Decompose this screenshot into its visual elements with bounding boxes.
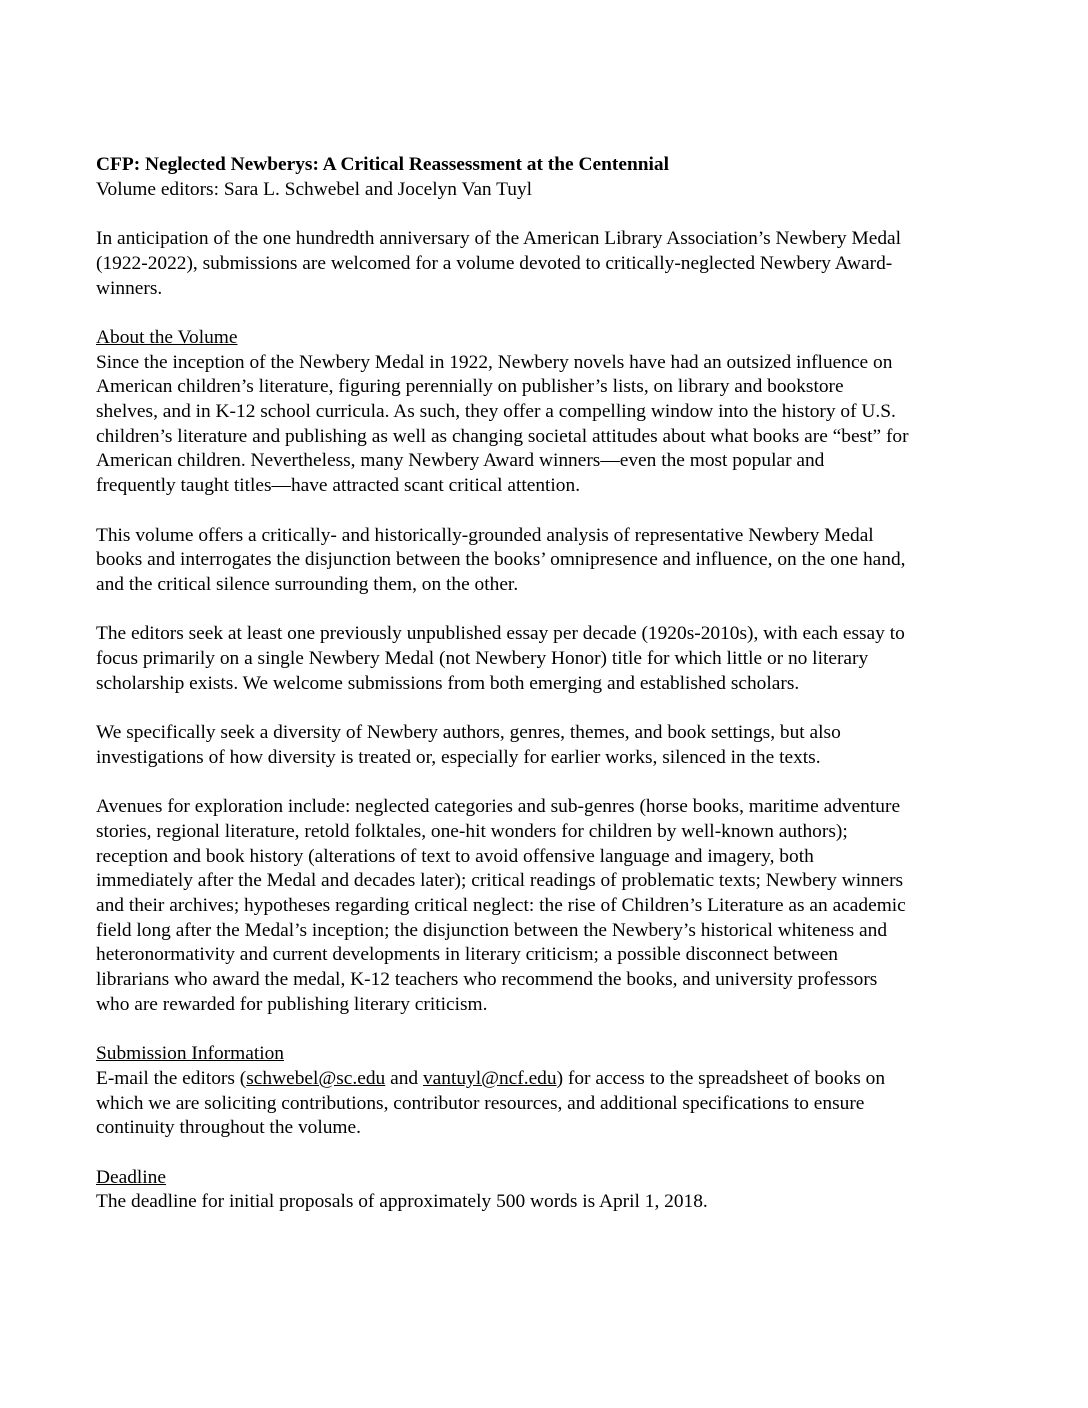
spacer bbox=[96, 301, 996, 326]
paragraph-line: Avenues for exploration include: neglected categories and sub-genres (horse books, maritime adventure bbox=[96, 796, 901, 818]
paragraph-line: librarians who award the medal, K-12 teachers who recommend the books, and university professors bbox=[96, 969, 878, 991]
intro-paragraph bbox=[96, 227, 996, 301]
document-page bbox=[96, 153, 996, 1215]
paragraph-line: The editors seek at least one previously unpublished essay per decade (1920s-2010s), with each essay to bbox=[96, 623, 905, 645]
submission-line-1 bbox=[96, 1067, 996, 1092]
paragraph-line: reception and book history (alterations of text to avoid offensive language and imagery, both bbox=[96, 845, 814, 867]
deadline-text: The deadline for initial proposals of approximately 500 words is April 1, 2018. bbox=[96, 1191, 708, 1213]
paragraph-line: who are rewarded for publishing literary criticism. bbox=[96, 993, 488, 1015]
email-link-schwebel[interactable]: schwebel@sc.edu bbox=[246, 1067, 386, 1089]
about-paragraph-3 bbox=[96, 622, 996, 696]
about-paragraph-1 bbox=[96, 351, 996, 499]
paragraph-line: and their archives; hypotheses regarding critical neglect: the rise of Children’s Literature as an academic bbox=[96, 895, 906, 916]
about-paragraph-5 bbox=[96, 795, 996, 1017]
spacer bbox=[96, 598, 996, 623]
paragraph-line: immediately after the Medal and decades later); critical readings of problematic texts; Newbery winners bbox=[96, 870, 904, 892]
paragraph-line: This volume offers a critically- and historically-grounded analysis of representative Newbery Medal bbox=[96, 524, 874, 546]
paragraph-line: investigations of how diversity is treated or, especially for earlier works, silenced in the texts. bbox=[96, 746, 821, 768]
paragraph-line: frequently taught titles—have attracted scant critical attention. bbox=[96, 475, 581, 497]
intro-line: In anticipation of the one hundredth anniversary of the American Library Association’s Newbery Medal bbox=[96, 228, 902, 250]
spacer bbox=[96, 771, 996, 796]
paragraph-line: heteronormativity and current developments in literary criticism; a possible disconnect between bbox=[96, 944, 838, 966]
spacer bbox=[96, 696, 996, 721]
email-link-vantuyl[interactable]: vantuyl@ncf.edu bbox=[422, 1067, 557, 1089]
intro-line: (1922-2022), submissions are welcomed for a volume devoted to critically-neglected Newbery Award- bbox=[96, 252, 893, 274]
paragraph-line: books and interrogates the disjunction between the books’ omnipresence and influence, on the one hand, bbox=[96, 549, 906, 571]
text-fragment: E-mail the editors ( bbox=[96, 1067, 247, 1089]
submission-heading: Submission Information bbox=[96, 1043, 284, 1065]
intro-line: winners. bbox=[96, 277, 163, 299]
spacer bbox=[96, 1018, 996, 1043]
paragraph-line: which we are soliciting contributions, contributor resources, and additional specifications to ensure bbox=[96, 1092, 865, 1114]
volume-editors: Volume editors: Sara L. Schwebel and Jocelyn Van Tuyl bbox=[96, 178, 533, 200]
about-heading: About the Volume bbox=[96, 326, 238, 348]
paragraph-line: continuity throughout the volume. bbox=[96, 1117, 361, 1139]
paragraph-line: field long after the Medal’s inception; the disjunction between the Newbery’s historical whiteness and bbox=[96, 919, 888, 941]
paragraph-line: children’s literature and publishing as well as changing societal attitudes about what books are “best” for bbox=[96, 425, 909, 447]
about-paragraph-2 bbox=[96, 524, 996, 598]
document-title: CFP: Neglected Newberys: A Critical Reassessment at the Centennial bbox=[96, 154, 669, 175]
deadline-heading: Deadline bbox=[96, 1166, 166, 1188]
paragraph-line: We specifically seek a diversity of Newbery authors, genres, themes, and book settings, but also bbox=[96, 722, 841, 744]
paragraph-line: stories, regional literature, retold folktales, one-hit wonders for children by well-known authors); bbox=[96, 820, 848, 842]
paragraph-line: scholarship exists. We welcome submissions from both emerging and established scholars. bbox=[96, 672, 800, 694]
paragraph-line: Since the inception of the Newbery Medal in 1922, Newbery novels have had an outsized influence on bbox=[96, 351, 893, 373]
paragraph-line: shelves, and in K-12 school curricula. As such, they offer a compelling window into the history of U.S. bbox=[96, 401, 896, 422]
spacer bbox=[96, 202, 996, 227]
paragraph-line: and the critical silence surrounding them, on the other. bbox=[96, 573, 519, 595]
spacer bbox=[96, 1141, 996, 1166]
spacer bbox=[96, 499, 996, 524]
paragraph-line: American children’s literature, figuring perennially on publisher’s lists, on library and bookstore bbox=[96, 376, 844, 398]
submission-paragraph bbox=[96, 1067, 996, 1141]
paragraph-line: focus primarily on a single Newbery Medal (not Newbery Honor) title for which little or no literary bbox=[96, 648, 869, 669]
paragraph-line: American children. Nevertheless, many Newbery Award winners—even the most popular and bbox=[96, 450, 825, 472]
text-fragment: and bbox=[385, 1067, 423, 1089]
about-paragraph-4 bbox=[96, 721, 996, 770]
text-fragment: ) for access to the spreadsheet of books on bbox=[556, 1067, 886, 1089]
